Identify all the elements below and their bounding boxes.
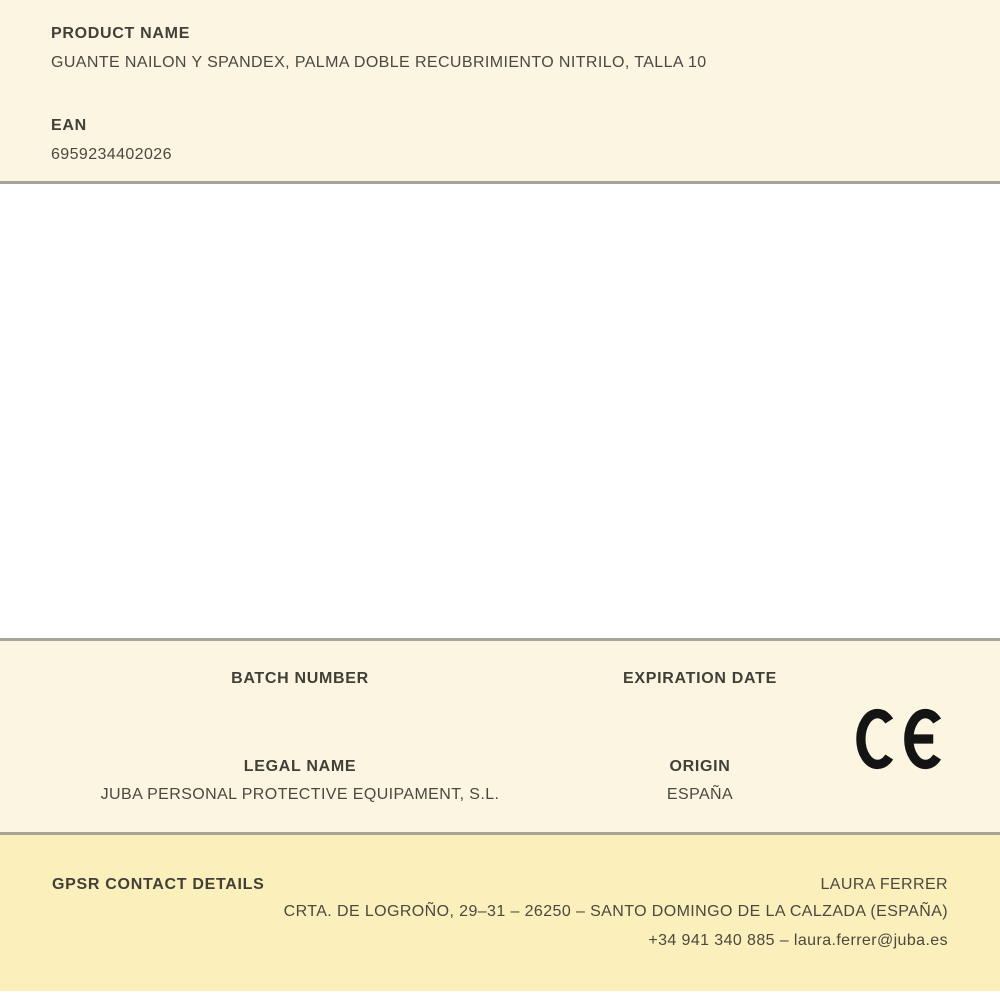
legal-name-label: LEGAL NAME: [243, 758, 357, 775]
trace-labels-row-1: [0, 671, 1000, 687]
trace-labels-row-2: [0, 759, 1000, 775]
gpsr-contact-address: CRTA. DE LOGROÑO, 29–31 – 26250 – SANTO DOMINGO DE LA CALZADA (ESPAÑA): [283, 903, 948, 920]
gpsr-contact-details-label: GPSR CONTACT DETAILS: [52, 876, 265, 893]
origin-value: ESPAÑA: [666, 786, 734, 803]
origin-label: ORIGIN: [669, 758, 731, 775]
product-name-value: GUANTE NAILON Y SPANDEX, PALMA DOBLE RECUBRIMIENTO NITRILO, TALLA 10: [51, 54, 707, 71]
product-name-label: PRODUCT NAME: [51, 25, 191, 42]
gpsr-contact-section: [0, 835, 1000, 991]
blank-content-area: [0, 184, 1000, 641]
batch-number-label: BATCH NUMBER: [231, 670, 369, 687]
gpsr-contact-name: LAURA FERRER: [820, 876, 948, 893]
legal-name-value: JUBA PERSONAL PROTECTIVE EQUIPAMENT, S.L.: [100, 786, 500, 803]
trace-values-row: [0, 787, 1000, 803]
ean-field: [51, 118, 949, 163]
traceability-section: [0, 641, 1000, 835]
ce-mark-icon: [856, 708, 944, 770]
product-info-section: [0, 0, 1000, 184]
expiration-date-label: EXPIRATION DATE: [623, 670, 777, 687]
product-name-field: [51, 26, 949, 71]
gpsr-contact-phone-email: +34 941 340 885 – laura.ferrer@juba.es: [648, 932, 948, 949]
ean-value: 6959234402026: [51, 146, 172, 163]
gpsr-header-row: [52, 877, 948, 893]
ean-label: EAN: [51, 117, 87, 134]
